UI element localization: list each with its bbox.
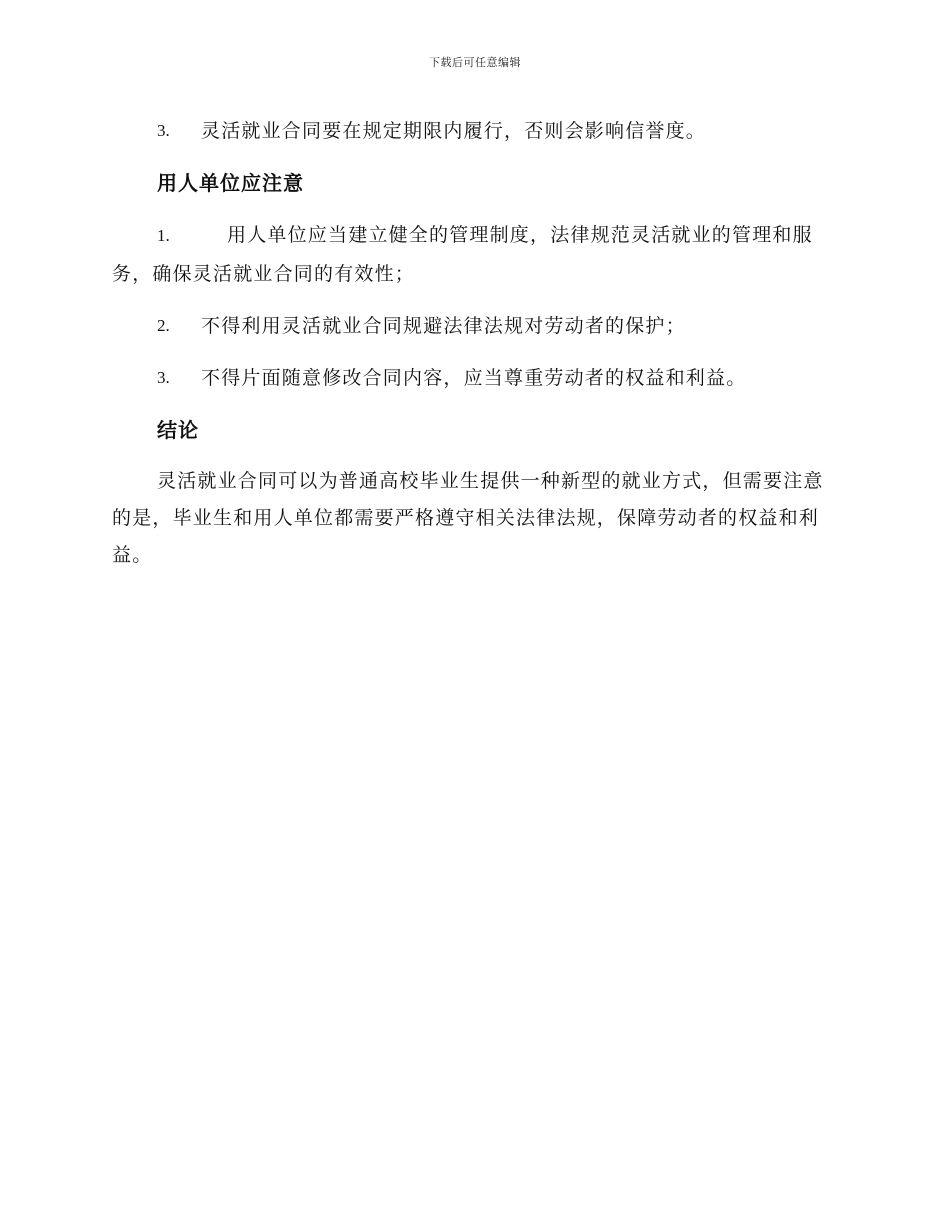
page-header: 下载后可任意编辑 bbox=[429, 56, 521, 69]
list-text: 不得片面随意修改合同内容，应当尊重劳动者的权益和利益。 bbox=[201, 367, 747, 389]
section-heading-employer: 用人单位应注意 bbox=[157, 171, 304, 195]
list-item bbox=[112, 359, 832, 397]
list-text: 灵活就业合同要在规定期限内履行，否则会影响信誉度。 bbox=[201, 120, 707, 142]
list-item bbox=[112, 112, 832, 150]
list-item bbox=[112, 216, 832, 293]
conclusion-paragraph: 灵活就业合同可以为普通高校毕业生提供一种新型的就业方式，但需要注意的是，毕业生和用人单位都需要严格遵守相关法律法规，保障劳动者的权益和利益。 bbox=[112, 470, 824, 566]
list-item bbox=[112, 307, 832, 345]
section-heading-conclusion: 结论 bbox=[157, 418, 199, 442]
list-number: 2. bbox=[157, 316, 170, 335]
list-number: 3. bbox=[157, 121, 170, 140]
list-number: 3. bbox=[157, 368, 170, 387]
document-body bbox=[112, 112, 832, 574]
list-text: 不得利用灵活就业合同规避法律法规对劳动者的保护； bbox=[201, 315, 686, 337]
list-number: 1. bbox=[157, 226, 170, 245]
list-text: 用人单位应当建立健全的管理制度，法律规范灵活就业的管理和服务，确保灵活就业合同的有效性； bbox=[112, 224, 813, 285]
